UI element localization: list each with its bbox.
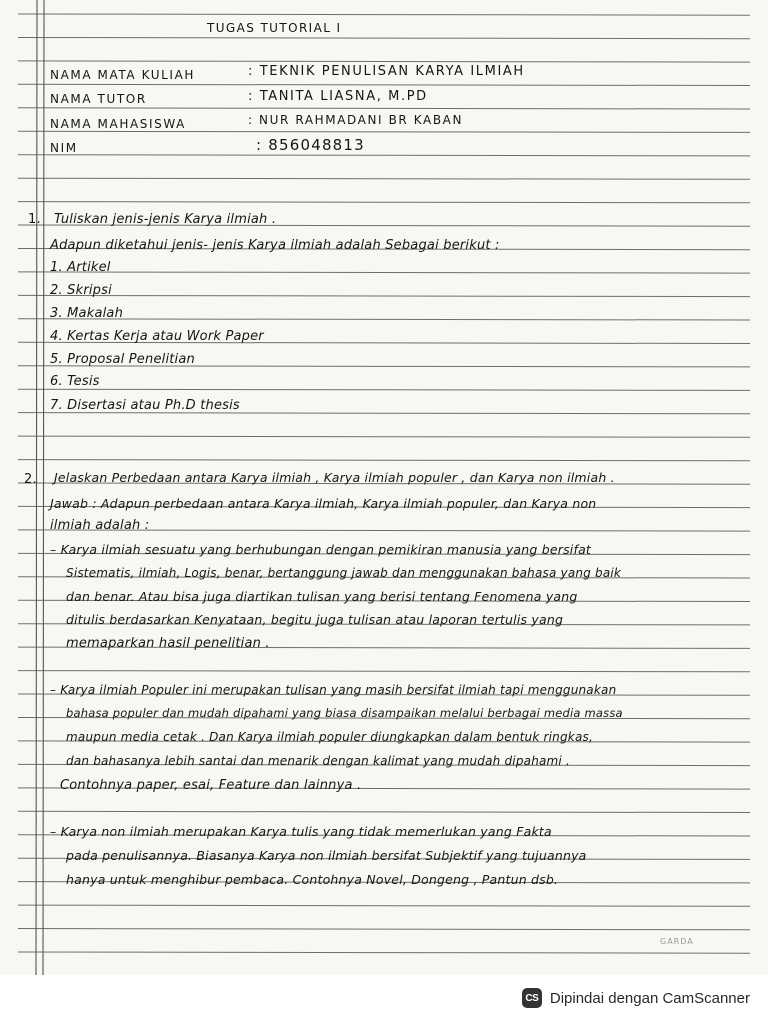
margin-line-2 [43, 0, 44, 975]
label-tutor: NAMA TUTOR [50, 92, 147, 106]
value-mata-kuliah: : TEKNIK PENULISAN KARYA ILMIAH [248, 64, 525, 79]
p2-line-5: Contohnya paper, esai, Feature dan lainnya . [60, 778, 362, 793]
p1-line-2: Sistematis, ilmiah, Logis, benar, bertanggung jawab dan menggunakan bahasa yang baik [66, 566, 622, 580]
q1-number: 1. [28, 212, 41, 227]
q2-answer-line-1: Jawab : Adapun perbedaan antara Karya ilmiah, Karya ilmiah populer, dan Karya non [50, 496, 597, 511]
camscanner-logo-icon: CS [522, 988, 542, 1008]
ruled-line [18, 131, 750, 132]
ruled-line [18, 319, 750, 320]
p2-line-4: dan bahasanya lebih santai dan menarik dengan kalimat yang mudah dipahami . [66, 754, 570, 768]
ruled-line [18, 61, 750, 62]
camscanner-text: Dipindai dengan CamScanner [549, 989, 750, 1007]
ruled-line [18, 929, 750, 930]
q1-item-7: 7. Disertasi atau Ph.D thesis [50, 398, 240, 413]
value-nim: : 856048813 [256, 136, 365, 154]
p3-line-1: – Karya non ilmiah merupakan Karya tulis yang tidak memerlukan yang Fakta [50, 824, 552, 839]
ruled-line [18, 295, 750, 296]
ruled-line [18, 14, 750, 15]
ruled-line [18, 811, 750, 812]
ruled-line [18, 38, 750, 39]
page-title: TUGAS TUTORIAL I [207, 21, 342, 35]
p1-line-5: memaparkan hasil penelitian . [66, 636, 270, 651]
q1-intro: Adapun diketahui jenis- jenis Karya ilmiah adalah Sebagai berikut : [50, 238, 500, 253]
label-mata-kuliah: NAMA MATA KULIAH [50, 68, 196, 82]
p1-line-4: ditulis berdasarkan Kenyataan, begitu juga tulisan atau laporan tertulis yang [66, 612, 564, 627]
p3-line-2: pada penulisannya. Biasanya Karya non ilmiah bersifat Subjektif yang tujuannya [66, 848, 587, 863]
q1-item-3: 3. Makalah [50, 306, 124, 321]
ruled-line [18, 202, 750, 203]
camscanner-watermark [522, 984, 750, 1012]
p3-line-3: hanya untuk menghibur pembaca. Contohnya Novel, Dongeng , Pantun dsb. [66, 872, 559, 887]
q2-number: 2. [24, 472, 37, 487]
p2-line-3: maupun media cetak . Dan Karya ilmiah populer diungkapkan dalam bentuk ringkas, [66, 730, 593, 744]
p1-line-1: – Karya ilmiah sesuatu yang berhubungan dengan pemikiran manusia yang bersifat [50, 542, 592, 557]
label-nim: NIM [50, 141, 78, 155]
ruled-line [18, 460, 750, 461]
ruled-line [18, 178, 750, 179]
q1-item-1: 1. Artikel [50, 260, 111, 275]
label-mahasiswa: NAMA MAHASISWA [50, 117, 186, 131]
q1-question: Tuliskan jenis-jenis Karya ilmiah . [54, 212, 277, 227]
q2-question: Jelaskan Perbedaan antara Karya ilmiah , Karya ilmiah populer , dan Karya non ilmiah . [54, 470, 615, 485]
p2-line-1: – Karya ilmiah Populer ini merupakan tulisan yang masih bersifat ilmiah tapi menggunakan [50, 683, 617, 697]
q1-item-4: 4. Kertas Kerja atau Work Paper [50, 329, 264, 344]
ruled-line [18, 272, 750, 273]
ruled-line [18, 84, 750, 85]
q2-answer-line-2: ilmiah adalah : [50, 518, 150, 533]
ruled-line [18, 389, 750, 390]
ruled-line [18, 155, 750, 156]
q1-item-6: 6. Tesis [50, 374, 100, 389]
ruled-line [18, 108, 750, 109]
ruled-line [18, 671, 750, 672]
paper-brand-mark: GARDA [660, 937, 694, 946]
p2-line-2: bahasa populer dan mudah dipahami yang biasa disampaikan melalui berbagai media massa [66, 706, 623, 720]
value-tutor: : TANITA LIASNA, M.PD [248, 89, 428, 104]
margin-line-1 [36, 0, 37, 975]
ruled-line [18, 436, 750, 437]
value-mahasiswa: : NUR RAHMADANI BR KABAN [248, 113, 464, 127]
ruled-line [18, 905, 750, 906]
q1-item-5: 5. Proposal Penelitian [50, 352, 195, 367]
q1-item-2: 2. Skripsi [50, 283, 112, 298]
p1-line-3: dan benar. Atau bisa juga diartikan tulisan yang berisi tentang Fenomena yang [66, 589, 578, 604]
ruled-line [18, 952, 750, 953]
